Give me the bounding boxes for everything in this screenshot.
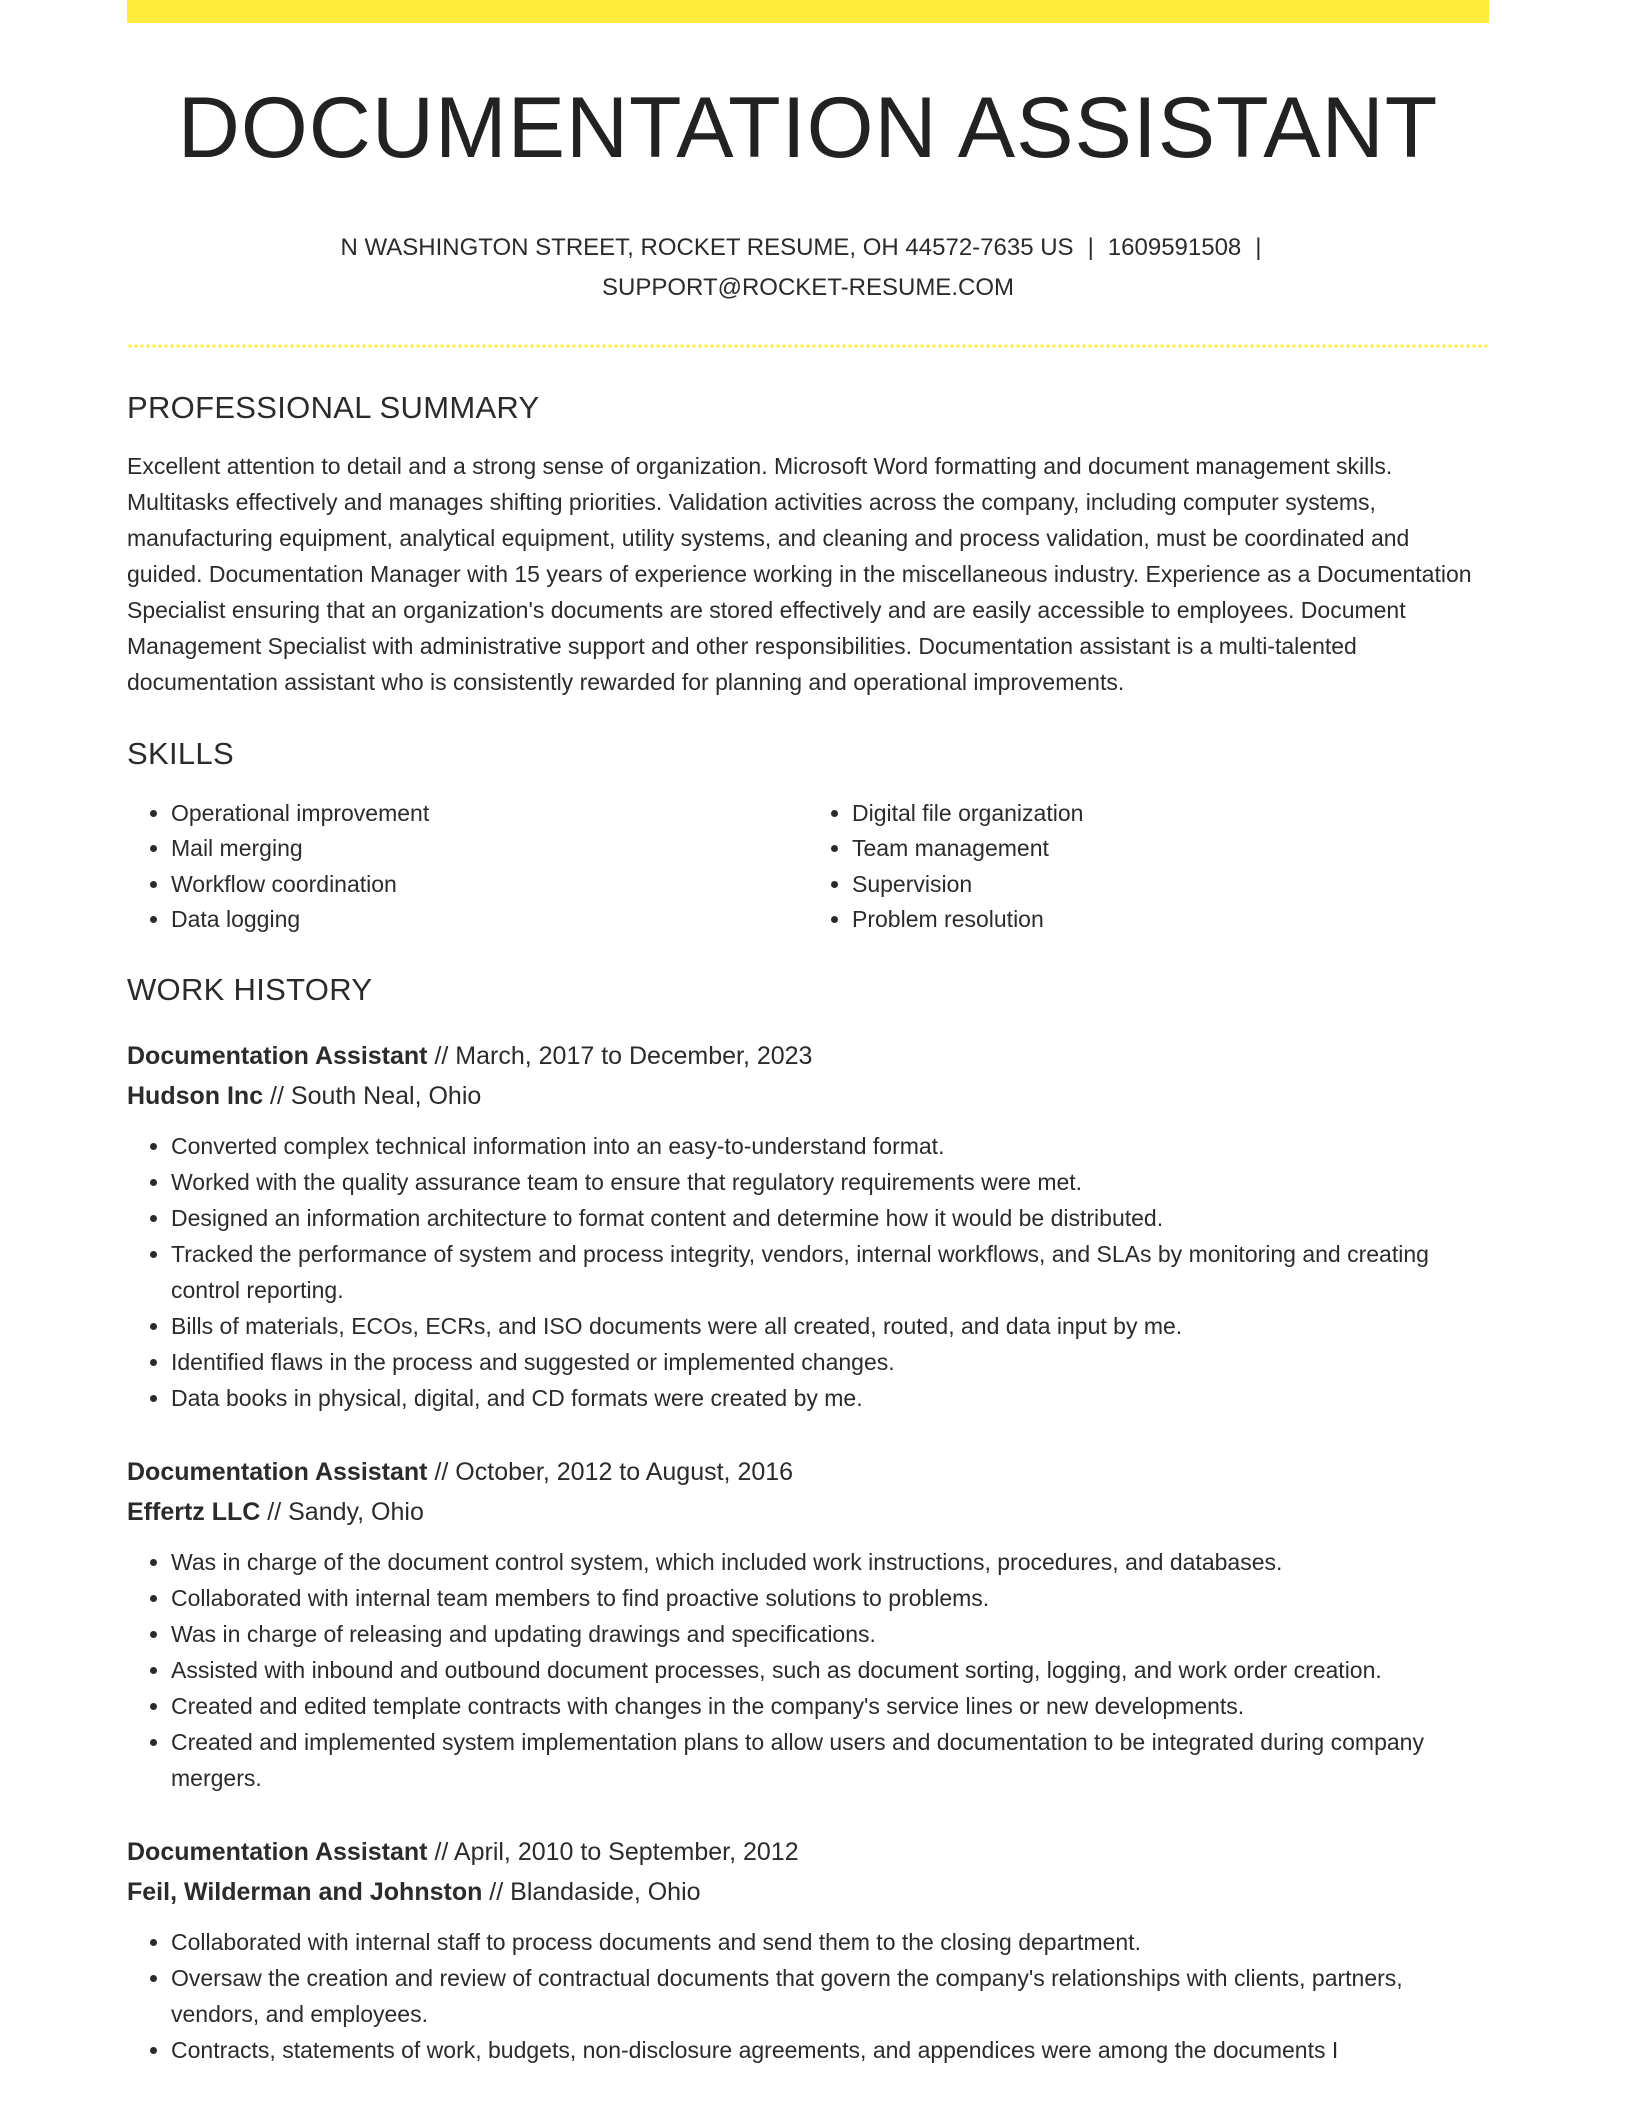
contact-phone: 1609591508 (1107, 233, 1242, 261)
job-entry (127, 1036, 1489, 1416)
job-bullet: • Created and implemented system implementation plans to allow users and documentation to be integrated during company mergers. (171, 1724, 1489, 1796)
job-dates: // March, 2017 to December, 2023 (427, 1041, 813, 1070)
job-company-line (127, 1492, 1489, 1532)
job-location: // South Neal, Ohio (263, 1081, 482, 1110)
work-history-heading: WORK HISTORY (127, 971, 373, 1007)
job-company: Feil, Wilderman and Johnston (127, 1877, 483, 1906)
job-role: Documentation Assistant (127, 1457, 428, 1486)
job-bullet: • Assisted with inbound and outbound document processes, such as document sorting, logging, and work order creation. (171, 1652, 1489, 1688)
contact-info (127, 228, 1489, 308)
job-dates: // April, 2010 to September, 2012 (427, 1837, 799, 1866)
job-company-line (127, 1076, 1489, 1116)
job-location: // Blandaside, Ohio (482, 1877, 701, 1906)
summary-heading: PROFESSIONAL SUMMARY (127, 389, 540, 425)
job-bullet: • Was in charge of releasing and updating drawings and specifications. (171, 1616, 1489, 1652)
skill-item: • Digital file organization (852, 796, 1489, 832)
job-title-line (127, 1832, 1489, 1872)
job-role: Documentation Assistant (127, 1041, 428, 1070)
job-bullet: • Collaborated with internal staff to process documents and send them to the closing department. (171, 1924, 1489, 1960)
job-bullets (127, 1544, 1489, 1796)
job-bullet: • Bills of materials, ECOs, ECRs, and ISO documents were all created, routed, and data input by me. (171, 1308, 1489, 1344)
skill-item: • Team management (852, 831, 1489, 867)
job-bullet: • Contracts, statements of work, budgets, non-disclosure agreements, and appendices were among the documents I (171, 2032, 1489, 2068)
job-bullet: • Designed an information architecture to format content and determine how it would be distributed. (171, 1200, 1489, 1236)
job-company-line (127, 1872, 1489, 1912)
skill-item: • Data logging (171, 902, 808, 938)
job-bullets (127, 1924, 1489, 2068)
job-bullet: • Was in charge of the document control system, which included work instructions, procedures, and databases. (171, 1544, 1489, 1580)
accent-bar (127, 0, 1489, 23)
skills-heading: SKILLS (127, 735, 234, 771)
skill-item: • Mail merging (171, 831, 808, 867)
resume-page (127, 0, 1489, 2068)
job-entry (127, 1832, 1489, 2068)
skills-column-right (808, 796, 1489, 938)
contact-separator: | (1087, 233, 1094, 261)
job-bullets (127, 1128, 1489, 1416)
dotted-divider (127, 344, 1489, 348)
job-title-line (127, 1452, 1489, 1492)
contact-email[interactable]: SUPPORT@ROCKET-RESUME.COM (602, 273, 1014, 301)
summary-text: Excellent attention to detail and a strong sense of organization. Microsoft Word formatting and document management skills. Multitasks effectively and manages shifting priorities. Validation activities across the company, including computer systems, manufacturing equipment, analytical equipment, utility systems, and cleaning and process validation, must be coordinated and guided. Documentation Manager with 15 years of experience working in the miscellaneous industry. Experience as a Documentation Specialist ensuring that an organization's documents are stored effectively and are easily accessible to employees. Document Management Specialist with administrative support and other responsibilities. Documentation assistant is a multi-talented documentation assistant who is consistently rewarded for planning and operational improvements. (127, 452, 1472, 695)
skills-column-left (127, 796, 808, 938)
skill-item: • Operational improvement (171, 796, 808, 832)
job-bullet: • Oversaw the creation and review of contractual documents that govern the company's relationships with clients, partners, vendors, and employees. (171, 1960, 1489, 2032)
skill-item: • Workflow coordination (171, 867, 808, 903)
job-bullet: • Created and edited template contracts with changes in the company's service lines or new developments. (171, 1688, 1489, 1724)
job-bullet: • Collaborated with internal team members to find proactive solutions to problems. (171, 1580, 1489, 1616)
job-entry (127, 1452, 1489, 1796)
job-role: Documentation Assistant (127, 1837, 428, 1866)
contact-separator: | (1255, 233, 1262, 261)
job-company: Effertz LLC (127, 1497, 261, 1526)
job-title-line (127, 1036, 1489, 1076)
skill-item: • Problem resolution (852, 902, 1489, 938)
job-bullet: • Worked with the quality assurance team to ensure that regulatory requirements were met. (171, 1164, 1489, 1200)
job-bullet: • Identified flaws in the process and suggested or implemented changes. (171, 1344, 1489, 1380)
job-bullet: • Data books in physical, digital, and CD formats were created by me. (171, 1380, 1489, 1416)
skills-list (127, 796, 1489, 938)
job-dates: // October, 2012 to August, 2016 (427, 1457, 794, 1486)
resume-name: DOCUMENTATION ASSISTANT (177, 80, 1439, 176)
contact-address: N WASHINGTON STREET, ROCKET RESUME, OH 44572-7635 US (340, 233, 1074, 261)
job-bullet: • Tracked the performance of system and process integrity, vendors, internal workflows, and SLAs by monitoring and creating control reporting. (171, 1236, 1489, 1308)
job-location: // Sandy, Ohio (260, 1497, 424, 1526)
skill-item: • Supervision (852, 867, 1489, 903)
job-bullet: • Converted complex technical information into an easy-to-understand format. (171, 1128, 1489, 1164)
job-company: Hudson Inc (127, 1081, 264, 1110)
